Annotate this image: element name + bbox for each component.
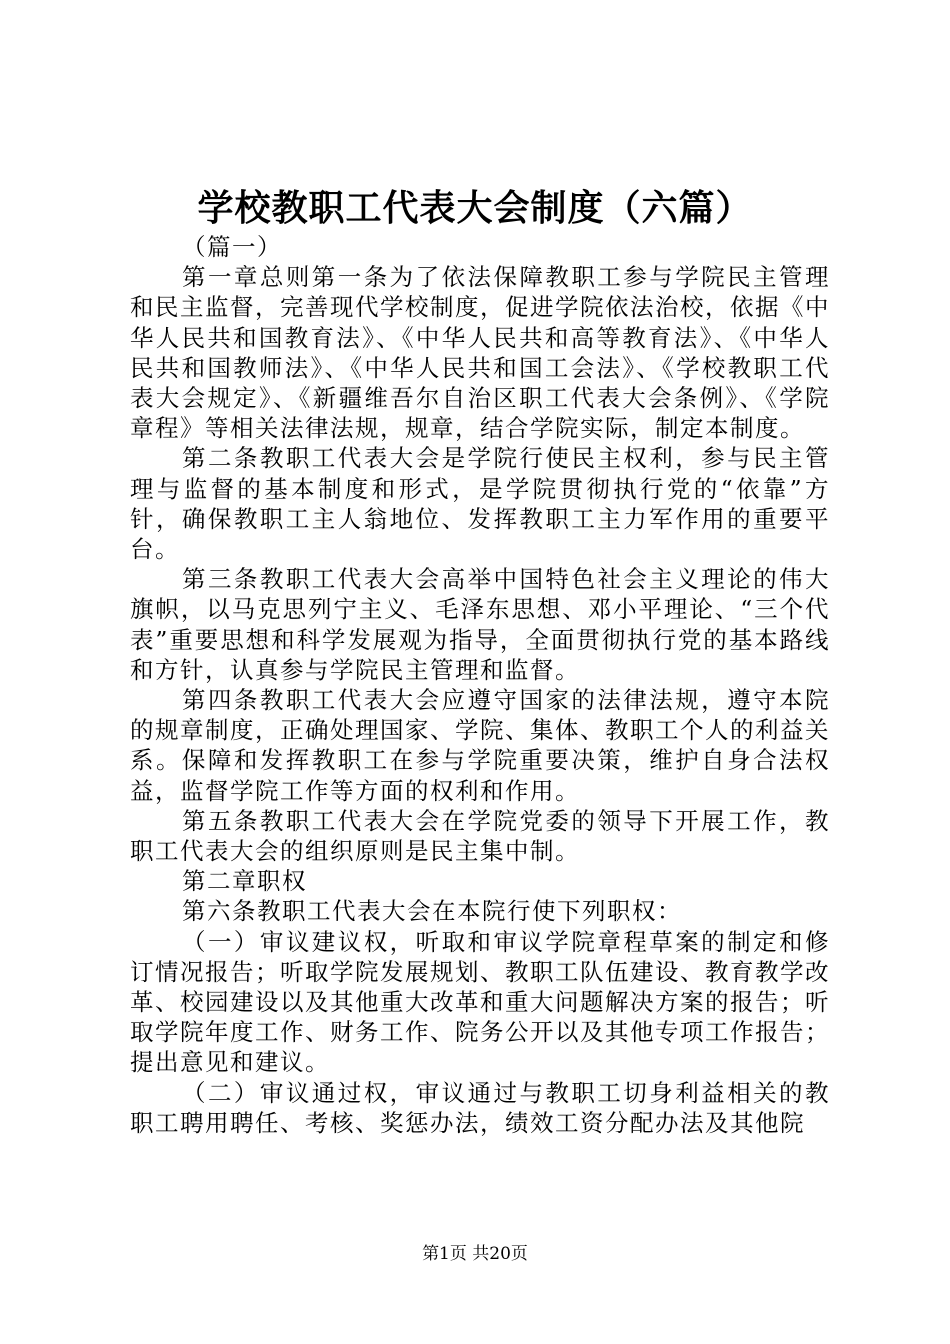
paragraph: （二）审议通过权，审议通过与教职工切身利益相关的教职工聘用聘任、考核、奖惩办法，绩效工资分配办法及其他院 (130, 1078, 830, 1137)
page-number: 第1页 共20页 (422, 1244, 528, 1264)
paragraph: 第三条教职工代表大会高举中国特色社会主义理论的伟大旗帜，以马克思列宁主义、毛泽东思想、邓小平理论、“三个代表”重要思想和科学发展观为指导，全面贯彻执行党的基本路线和方针，认真参与学院民主管理和监督。 (130, 565, 830, 684)
paragraph: （一）审议建议权，听取和审议学院章程草案的制定和修订情况报告；听取学院发展规划、教职工队伍建设、教育教学改革、校园建设以及其他重大改革和重大问题解决方案的报告；听取学院年度工作、财务工作、院务公开以及其他专项工作报告；提出意见和建议。 (130, 927, 830, 1077)
document-title: 学校教职工代表大会制度（六篇） (197, 187, 753, 229)
paragraph: 第六条教职工代表大会在本院行使下列职权： (182, 897, 682, 926)
paragraph: 第四条教职工代表大会应遵守国家的法律法规，遵守本院的规章制度，正确处理国家、学院、集体、教职工个人的利益关系。保障和发挥教职工在参与学院重要决策，维护自身合法权益，监督学院工作等方面的权利和作用。 (130, 686, 830, 805)
paragraph: 第一章总则第一条为了依法保障教职工参与学院民主管理和民主监督，完善现代学校制度，促进学院依法治校，依据《中华人民共和国教育法》、《中华人民共和高等教育法》、《中华人民共和国教师法》、《中华人民共和国工会法》、《学校教职工代表大会规定》、《新疆维吾尔自治区职工代表大会条例》、《学院章程》等相关法律法规，规章，结合学院实际，制定本制度。 (130, 263, 830, 443)
paragraph: 第五条教职工代表大会在学院党委的领导下开展工作，教职工代表大会的组织原则是民主集中制。 (130, 806, 830, 866)
section-heading: （篇一） (182, 233, 282, 261)
document-body (130, 232, 830, 1138)
paragraph: 第二条教职工代表大会是学院行使民主权利，参与民主管理与监督的基本制度和形式，是学院贯彻执行党的“依靠”方针，确保教职工主人翁地位、发挥教职工主力军作用的重要平台。 (130, 444, 830, 564)
chapter-heading: 第二章职权 (182, 867, 307, 896)
